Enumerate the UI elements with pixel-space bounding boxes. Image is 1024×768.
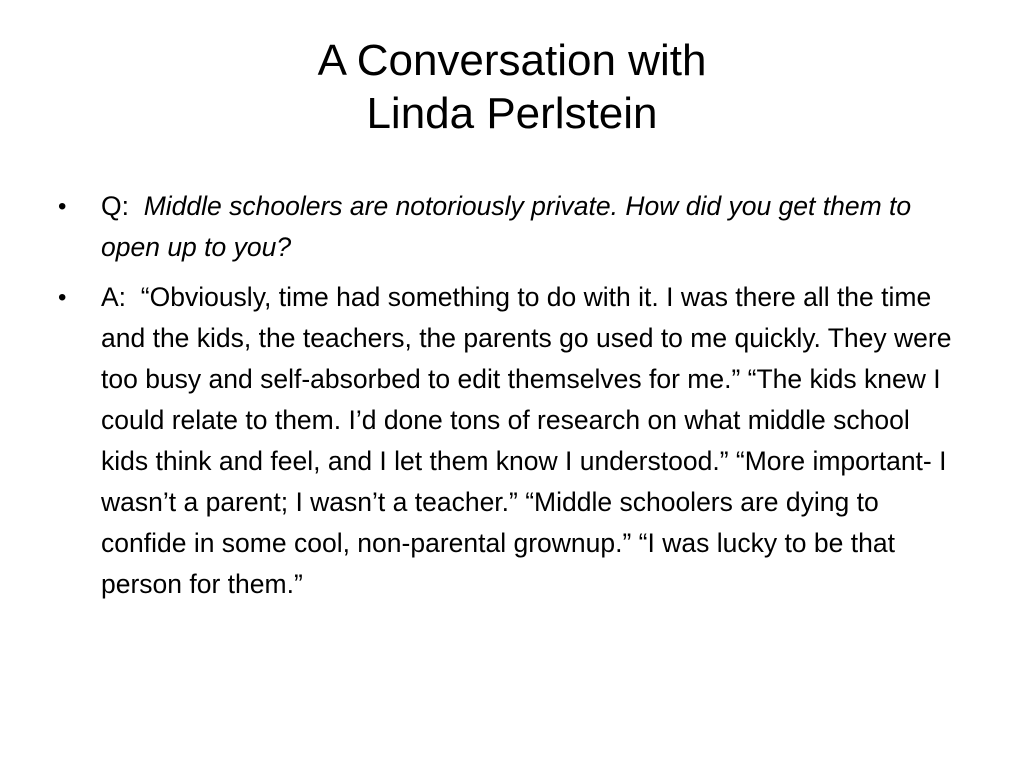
bullet-icon: • <box>58 284 67 311</box>
slide-title <box>60 34 964 140</box>
bullet-icon: • <box>58 193 67 220</box>
question-prefix: Q: <box>101 191 144 221</box>
question-bullet <box>58 186 958 268</box>
bullet-list <box>58 186 958 614</box>
answer-prefix: A: <box>101 282 141 312</box>
answer-text: “Obviously, time had something to do with it. I was there all the time and the kids, the teachers, the parents go used to me quickly. They were too busy and self-absorbed to edit themselves for me.” “The kids knew I could relate to them. I’d done tons of research on what middle school kids think and feel, and I let them know I understood.” “More important- I wasn’t a parent; I wasn’t a teacher.” “Middle schoolers are dying to confide in some cool, non-parental grownup.” “I was lucky to be that person for them.” <box>101 282 952 599</box>
title-line-1: A Conversation with <box>317 36 707 85</box>
title-line-2: Linda Perlstein <box>366 89 658 138</box>
question-text: Middle schoolers are notoriously private. How did you get them to open up to you? <box>101 191 912 262</box>
answer-bullet <box>58 277 958 605</box>
